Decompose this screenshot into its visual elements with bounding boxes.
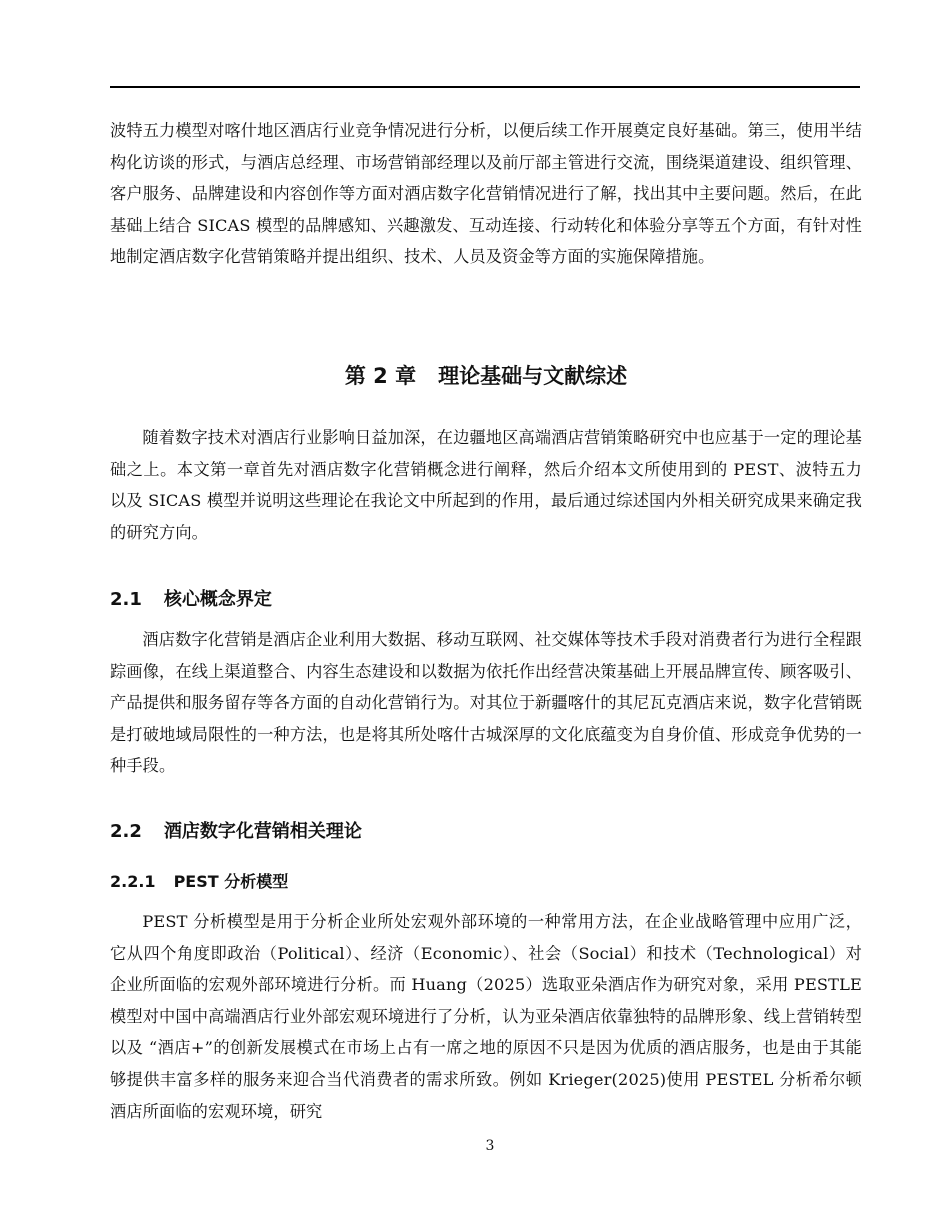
paragraph-pest-model: PEST 分析模型是用于分析企业所处宏观外部环境的一种常用方法，在企业战略管理中应用广泛，它从四个角度即政治（Political）、经济（Economic）、社会（Social）和技术（Technological）对企业所面临的宏观外部环境进行分析。而 Huang（2025）选取亚朵酒店作为研究对象，采用 PESTLE 模型对中国中高端酒店行业外部宏观环境进行了分析，认为亚朵酒店依靠独特的品牌形象、线上营销转型以及 “酒店+”的创新发展模式在市场上占有一席之地的原因不只是因为优质的酒店服务，也是由于其能够提供丰富多样的服务来迎合当代消费者的需求所致。例如 Krieger(2025)使用 PESTEL 分析希尔顿酒店所面临的宏观环境，研究 (110, 912, 862, 1121)
page-number: 3 (485, 1138, 495, 1154)
section-heading-2-2 (110, 818, 362, 846)
chapter-title: 理论基础与文献综述 (438, 364, 628, 388)
section-heading-2-1 (110, 586, 272, 614)
paragraph-chapter-intro: 随着数字技术对酒店行业影响日益加深，在边疆地区高端酒店营销策略研究中也应基于一定的理论基础之上。本文第一章首先对酒店数字化营销概念进行阐释，然后介绍本文所使用到的 PEST、波特五力以及 SICAS 模型并说明这些理论在我论文中所起到的作用，最后通过综述国内外相关研究成果来确定我的研究方向。 (110, 428, 862, 542)
paragraph-core-concept: 酒店数字化营销是酒店企业利用大数据、移动互联网、社交媒体等技术手段对消费者行为进行全程跟踪画像，在线上渠道整合、内容生态建设和以数据为依托作出经营决策基础上开展品牌宣传、顾客吸引、产品提供和服务留存等各方面的自动化营销行为。对其位于新疆喀什的其尼瓦克酒店来说，数字化营销既是打破地域局限性的一种方法，也是将其所处喀什古城深厚的文化底蕴变为自身价值、形成竞争优势的一种手段。 (110, 630, 862, 776)
chapter-heading (110, 360, 862, 392)
subsection-number: 2.2.1 (110, 872, 156, 891)
header-rule (110, 86, 860, 88)
chapter-number: 第 2 章 (344, 364, 417, 388)
section-title: 酒店数字化营销相关理论 (163, 821, 362, 842)
section-number: 2.2 (110, 821, 142, 842)
paragraph-intro-continued: 波特五力模型对喀什地区酒店行业竞争情况进行分析，以便后续工作开展奠定良好基础。第三，使用半结构化访谈的形式，与酒店总经理、市场营销部经理以及前厅部主管进行交流，围绕渠道建设、组织管理、客户服务、品牌建设和内容创作等方面对酒店数字化营销情况进行了解，找出其中主要问题。然后，在此基础上结合 SICAS 模型的品牌感知、兴趣激发、互动连接、行动转化和体验分享等五个方面，有针对性地制定酒店数字化营销策略并提出组织、技术、人员及资金等方面的实施保障措施。 (110, 121, 862, 267)
subsection-title: PEST 分析模型 (173, 872, 289, 891)
section-number: 2.1 (110, 589, 142, 610)
section-title: 核心概念界定 (163, 589, 272, 610)
subsection-heading-2-2-1 (110, 869, 288, 895)
